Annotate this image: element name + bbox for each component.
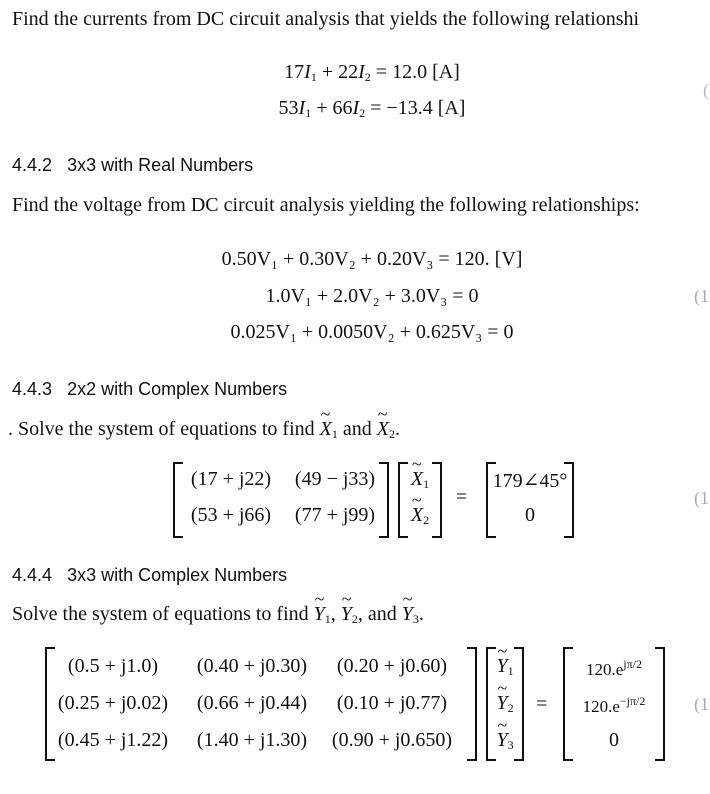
matrix-cell: (77 + j99)	[294, 504, 376, 526]
matrix-cell: (0.25 + j0.02)	[57, 692, 169, 714]
equals-sign: =	[456, 486, 468, 508]
matrix-cell: (0.20 + j0.60)	[336, 655, 448, 677]
vector-X	[398, 462, 442, 538]
matrix-cell: (53 + j66)	[190, 504, 272, 526]
section-4-4-3-text: . Solve the system of equations to find ~ $X_1$ and ~ $X_2$.	[8, 418, 400, 442]
equation-number-2: (1	[694, 488, 709, 508]
equation-number-fragment: (	[703, 80, 709, 100]
equation-line-2: $53I_1 + 66I_2 = -13.4$ [A]	[278, 97, 466, 120]
matrix-cell: (17 + j22)	[190, 468, 272, 490]
section-4-4-2-text: Find the voltage from DC circuit analysis yielding the following relationships:	[12, 194, 640, 216]
intro-text: Find the currents from DC circuit analysis that yields the following relationshi	[12, 8, 640, 30]
section-heading-4-4-4: 4.4.4 3x3 with Complex Numbers	[12, 565, 288, 585]
matrix-A-2x2	[173, 462, 389, 538]
voltage-equation-1: 0.50V₁ + 0.30V₂ + 0.20V₃ = 120. [V]	[221, 248, 523, 270]
matrix-cell: (0.66 + j0.44)	[196, 692, 308, 714]
section-4-4-4-text: Solve the system of equations to find ~ $Y_1$, ~ $Y_2$, and ~ $Y_3$.	[12, 603, 424, 627]
matrix-cell: (0.10 + j0.77)	[336, 692, 448, 714]
rhs-cell: 0	[525, 504, 535, 526]
section-heading-4-4-3: 4.4.3 2x2 with Complex Numbers	[12, 379, 288, 399]
equation-number-3: (1	[694, 694, 709, 714]
equation-number-1: (1	[694, 286, 709, 306]
section-heading-4-4-2: 4.4.2 3x3 with Real Numbers	[12, 155, 254, 175]
rhs-cell: $120.e^{-j\pi/2}$	[582, 694, 646, 716]
vector-Y3: ~ $Y_3$	[496, 729, 513, 753]
matrix-cell: (49 − j33)	[294, 468, 376, 490]
vector-rhs-3	[563, 647, 665, 761]
rhs-cell: $120.e^{j\pi/2}$	[585, 657, 643, 679]
equation-line-1: $17I_1 + 22I_2 = 12.0$ [A]	[284, 61, 460, 84]
vector-Y2: ~ $Y_2$	[496, 692, 513, 716]
vector-Y1: ~ $Y_1$	[496, 655, 513, 679]
rhs-cell: 179∠45°	[492, 470, 568, 492]
matrix-cell: (0.45 + j1.22)	[57, 729, 169, 751]
vector-X1: ~ $X_1$	[411, 468, 429, 492]
matrix-A-3x3	[45, 647, 477, 761]
vector-X2: ~ $X_2$	[411, 504, 429, 528]
voltage-equation-2: 1.0V₁ + 2.0V₂ + 3.0V₃ = 0	[265, 285, 479, 307]
vector-Y	[486, 647, 524, 761]
matrix-cell: (0.90 + j0.650)	[331, 729, 453, 751]
matrix-cell: (1.40 + j1.30)	[196, 729, 308, 751]
rhs-cell: 0	[609, 729, 619, 751]
equals-sign: =	[536, 693, 548, 715]
vector-rhs-2	[486, 462, 574, 538]
matrix-cell: (0.40 + j0.30)	[196, 655, 308, 677]
matrix-cell: (0.5 + j1.0)	[67, 655, 159, 677]
voltage-equation-3: 0.025V₁ + 0.0050V₂ + 0.625V₃ = 0	[230, 321, 514, 343]
